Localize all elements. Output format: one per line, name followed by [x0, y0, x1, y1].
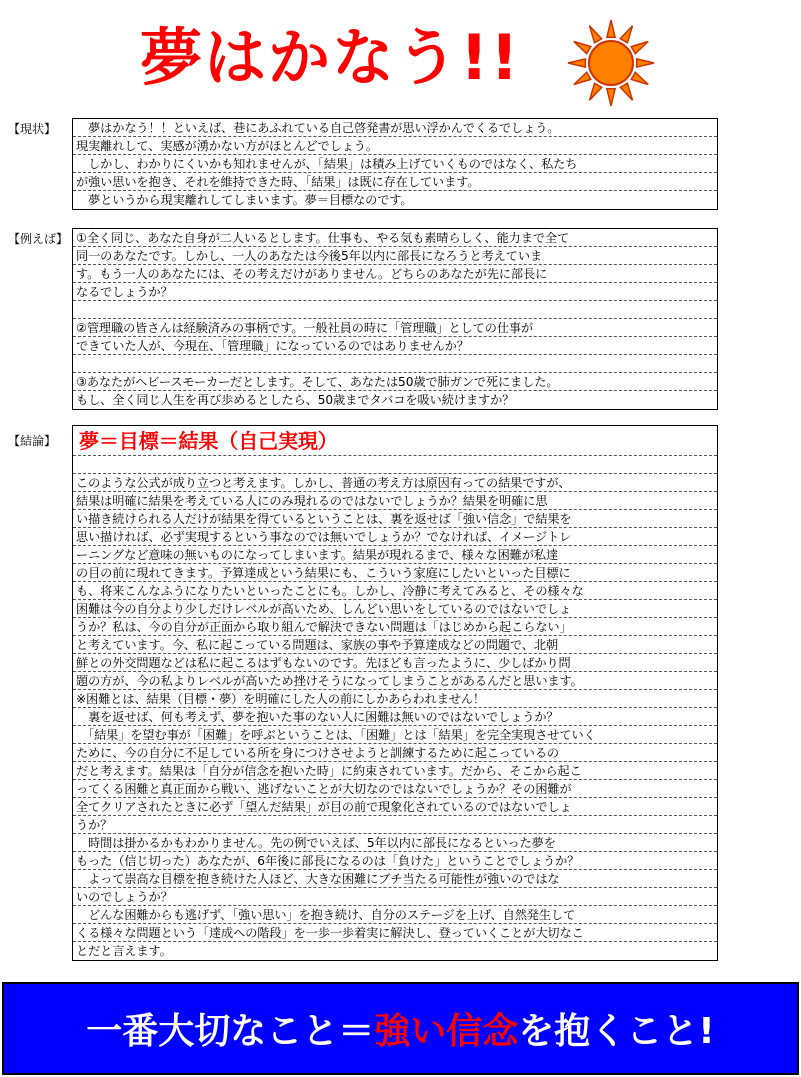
- page-title: 夢はかなう!!: [140, 21, 521, 94]
- ketsuron-text-line: も、将来こんなふうになりたいといったことにも。しかし、冷静に考えてみると、その様々な: [73, 582, 717, 600]
- ketsuron-text-line: ってくる困難と真正面から戦い、逃げないことが大切なのではないでしょうか？その困難が: [73, 780, 717, 798]
- ketsuron-text-line: 結果は明確に結果を考えている人にのみ現れるのではないでしょうか？結果を明確に思: [73, 492, 717, 510]
- sun-ray: [590, 26, 602, 43]
- sun-ray: [631, 72, 648, 84]
- sun-ray: [590, 83, 602, 100]
- section-label-genjou: 【現状】: [8, 122, 57, 136]
- banner-text-before: 一番大切なこと＝: [86, 1011, 375, 1052]
- ketsuron-text-line: よって崇高な目標を抱き続けた人ほど、大きな困難にブチ当たる可能性が強いのではな: [73, 870, 717, 888]
- genjou-text-line: 夢というから現実離れしてしまいます。夢＝目標なのです。: [76, 193, 413, 207]
- ketsuron-text-line: どんな困難からも逃げず、「強い思い」を抱き続け、自分のステージを上げ、自然発生して: [73, 906, 717, 924]
- sun-ray: [631, 42, 648, 54]
- ketsuron-text-line: もった（信じ切った）あなたが、6年後に部長になるのは「負けた」ということでしょうか？: [73, 852, 717, 870]
- ketsuron-text-line: の目の前に現れてきます。予算達成という結果にも、こういう家庭にしたいといった目標に: [73, 564, 717, 582]
- tatoeba-text-line: [73, 301, 717, 319]
- sun-ray: [620, 83, 632, 100]
- tatoeba-text-line: もし、全く同じ人生を再び歩めるとしたら、50歳までタバコを吸い続けますか？: [76, 393, 515, 407]
- sun-ray: [637, 59, 654, 67]
- ketsuron-text-line: ※困難とは、結果（目標・夢）を明確にした人の前にしかあらわれません！: [73, 690, 717, 708]
- ketsuron-text-line: ために、今の自分に不足している所を身につけさせようと訓練するために起こっているの: [73, 744, 717, 762]
- tatoeba-text-box: [72, 228, 718, 410]
- sun-ray: [620, 26, 632, 43]
- conclusion-banner: [2, 982, 799, 1075]
- ketsuron-text-box: [72, 425, 718, 961]
- banner-text-accent: 強い信念: [374, 1011, 519, 1052]
- ketsuron-text-line: と考えています。今、私に起こっている問題は、家族の事や予算達成などの問題で、北朝: [73, 636, 717, 654]
- sun-ray: [574, 42, 591, 54]
- tatoeba-text-line: ①全く同じ、あなた自身が二人いるとします。仕事も、やる気も素晴らしく、能力まで全て: [73, 229, 717, 247]
- ketsuron-heading: 夢＝目標＝結果（自己実現）: [73, 426, 717, 456]
- tatoeba-text-line: ②管理職の皆さんは経験済みの事柄です。一般社員の時に「管理職」としての仕事が: [73, 319, 717, 337]
- genjou-text-line: 夢はかなう！！といえば、巷にあふれている自己啓発書が思い浮かんでくるでしょう。: [73, 119, 717, 137]
- ketsuron-text-line: [73, 456, 717, 474]
- tatoeba-text-line: す。もう一人のあなたには、その考えだけがありません。どちらのあなたが先に部長に: [73, 265, 717, 283]
- genjou-text-line: が強い思いを抱き、それを維持できた時、「結果」は既に存在しています。: [73, 173, 717, 191]
- ketsuron-text-line: このような公式が成り立つと考えます。しかし、普通の考え方は原因有っての結果ですが、: [73, 474, 717, 492]
- ketsuron-text-line: だと考えます。結果は「自分が信念を抱いた時」に約束されています。だから、そこから起こ: [73, 762, 717, 780]
- sun-ray: [568, 59, 585, 67]
- sun-icon: [566, 18, 656, 108]
- sun-ray: [574, 72, 591, 84]
- ketsuron-text-line: ーニングなど意味の無いものになってしまいます。結果が現れるまで、様々な困難が私達: [73, 546, 717, 564]
- ketsuron-text-line: いのでしょうか？: [73, 888, 717, 906]
- ketsuron-text-line: くる様々な問題という「達成への階段」を一歩一歩着実に解決し、登っていくことが大切なこ: [73, 924, 717, 942]
- tatoeba-text-line: できていた人が、今現在、「管理職」になっているのではありませんか？: [73, 337, 717, 355]
- sun-ray: [607, 89, 615, 106]
- ketsuron-text-line: 困難は今の自分より少しだけレベルが高いため、しんどい思いをしているのではないでしょ: [73, 600, 717, 618]
- ketsuron-text-line: 思い描ければ、必ず実現するという事なのでは無いでしょうか？でなければ、イメージトレ: [73, 528, 717, 546]
- ketsuron-text-line: とだと言えます。: [76, 944, 172, 958]
- ketsuron-text-line: 裏を返せば、何も考えず、夢を抱いた事のない人に困難は無いのではないでしょうか？: [73, 708, 717, 726]
- tatoeba-text-line: ③あなたがヘビースモーカーだとします。そして、あなたは50歳で肺ガンで死にました。: [73, 373, 717, 391]
- section-label-ketsuron: 【結論】: [8, 434, 57, 448]
- banner-text-after: を抱くこと!: [518, 1011, 715, 1052]
- ketsuron-text-line: い描き続けられる人だけが結果を得ているということは、裏を返せば「強い信念」で結果を: [73, 510, 717, 528]
- ketsuron-text-line: 題の方が、今の私よりレベルが高いため挫けそうになってしまうことがあるんだと思います。: [73, 672, 717, 690]
- ketsuron-text-line: 「結果」を望む事が「困難」を呼ぶということは、「困難」とは「結果」を完全実現させていく: [73, 726, 717, 744]
- ketsuron-text-line: 全てクリアされたときに必ず「望んだ結果」が目の前で現象化されているのではないでしょ: [73, 798, 717, 816]
- ketsuron-text-line: うか？: [73, 816, 717, 834]
- tatoeba-text-line: なるでしょうか？: [73, 283, 717, 301]
- genjou-text-line: 現実離れして、実感が湧かない方がほとんどでしょう。: [73, 137, 717, 155]
- tatoeba-text-line: 同一のあなたです。しかし、一人のあなたは今後5年以内に部長になろうと考えていま: [73, 247, 717, 265]
- ketsuron-text-line: 時間は掛かるかもわかりません。先の例でいえば、5年以内に部長になるといった夢を: [73, 834, 717, 852]
- genjou-text-line: しかし、わかりにくいかも知れませんが、「結果」は積み上げていくものではなく、私たち: [73, 155, 717, 173]
- genjou-text-box: [72, 118, 718, 210]
- tatoeba-text-line: [73, 355, 717, 373]
- sun-ray: [607, 20, 615, 37]
- section-label-tatoeba: 【例えば】: [8, 232, 69, 246]
- ketsuron-text-line: うか？私は、今の自分が正面から取り組んで解決できない問題は「はじめから起こらない」: [73, 618, 717, 636]
- ketsuron-text-line: 鮮との外交問題などは私に起こるはずもないのです。先ほども言ったように、少しばかり問: [73, 654, 717, 672]
